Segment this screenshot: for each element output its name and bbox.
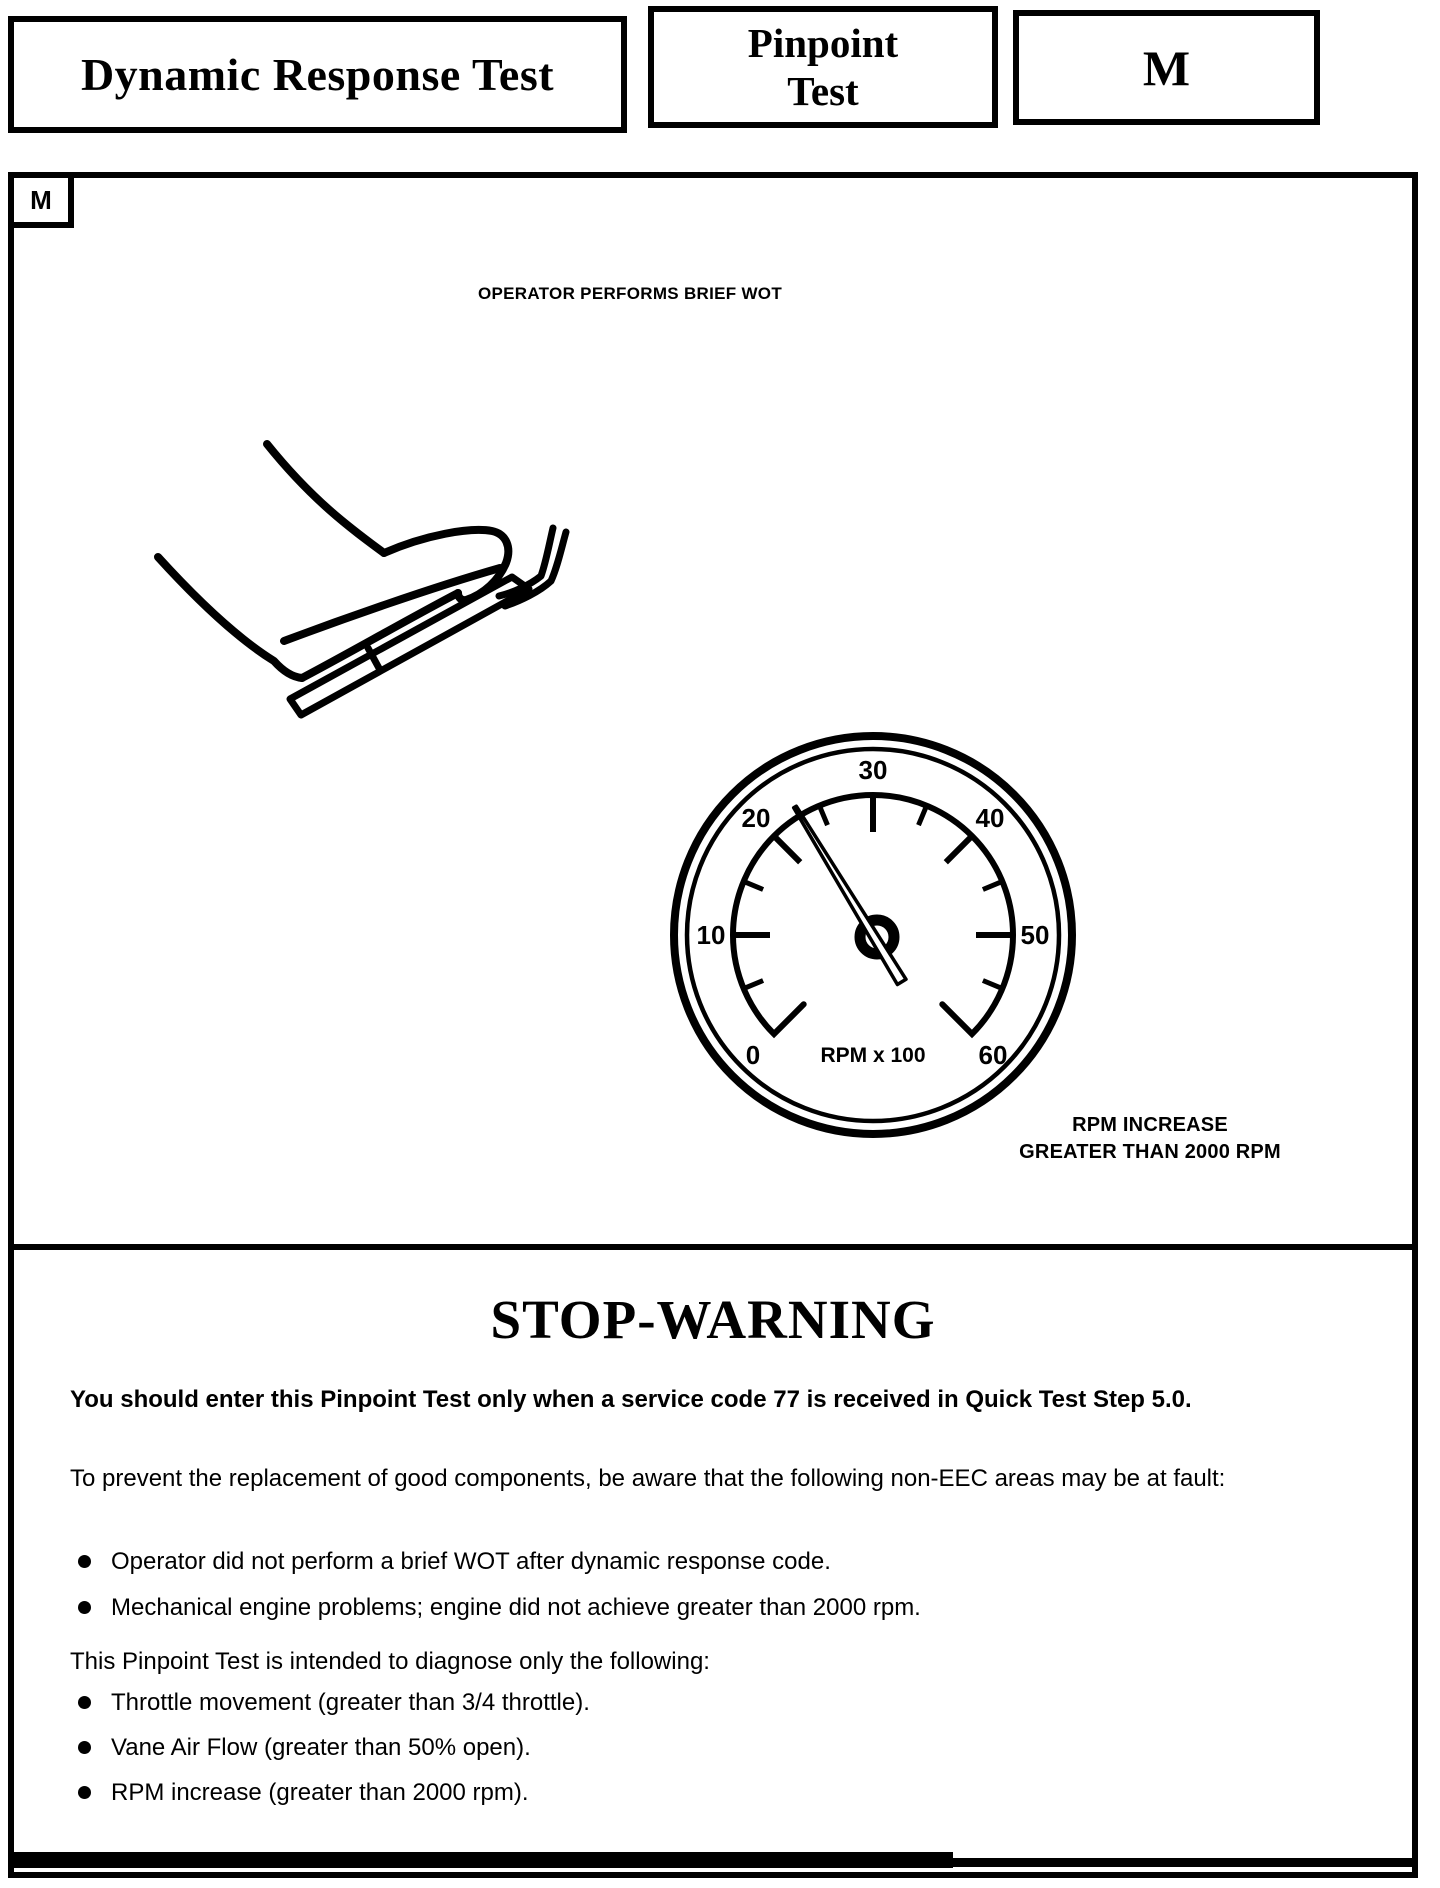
gauge-major-ticks (733, 795, 1013, 935)
list-item-text: Mechanical engine problems; engine did not achieve greater than 2000 rpm. (111, 1594, 921, 1621)
gauge-minor-ticks (744, 806, 1003, 989)
corner-tab-label: M (30, 184, 52, 215)
section-divider (8, 1244, 1418, 1250)
corner-tab (8, 172, 74, 228)
warning-title: STOP-WARNING (490, 1289, 936, 1350)
gauge-annotation-line2: GREATER THAN 2000 RPM (1019, 1141, 1281, 1163)
gauge-needle (794, 806, 906, 984)
gauge-annotation-line1: RPM INCREASE (1072, 1114, 1228, 1136)
bullet-icon (78, 1696, 91, 1709)
prevent-paragraph: To prevent the replacement of good components, be aware that the following non-EEC areas may be at fault: (70, 1465, 1226, 1492)
gauge-tick-label: 30 (858, 755, 888, 785)
figure-caption: OPERATOR PERFORMS BRIEF WOT (477, 284, 783, 303)
gauge-tick-label: 20 (741, 803, 771, 833)
pinpoint-title-line2: Test (787, 68, 859, 114)
list-item-text: Vane Air Flow (greater than 50% open). (111, 1734, 531, 1761)
diagnose-paragraph: This Pinpoint Test is intended to diagnose only the following: (70, 1648, 710, 1675)
list-item (78, 1778, 1318, 1808)
list-item (78, 1688, 1318, 1718)
illustration-shin-back (158, 557, 302, 678)
gauge-tick-label: 50 (1020, 920, 1050, 950)
test-letter: M (1142, 39, 1191, 96)
list-item-text: Throttle movement (greater than 3/4 throttle). (111, 1689, 590, 1716)
illustration-shin-front (267, 444, 384, 553)
list-item-text: Operator did not perform a brief WOT after dynamic response code. (111, 1548, 831, 1575)
gauge-unit-label: RPM x 100 (820, 1044, 926, 1067)
bullet-icon (78, 1741, 91, 1754)
page-bottom-bar-thin (945, 1858, 1418, 1867)
gauge-tick-label: 60 (978, 1040, 1008, 1070)
bullet-icon (78, 1601, 91, 1614)
dynamic-response-test-box (8, 16, 627, 133)
bullet-icon (78, 1555, 91, 1568)
pinpoint-test-box (648, 6, 998, 128)
test-letter-box (1013, 10, 1320, 125)
gauge-tick-label: 40 (975, 803, 1005, 833)
gauge-annotation (970, 1112, 1330, 1166)
bullet-icon (78, 1786, 91, 1799)
gauge-tick-label: 0 (745, 1040, 761, 1070)
list-item (78, 1547, 1318, 1577)
tachometer-gauge (655, 717, 1091, 1153)
page-title: Dynamic Response Test (80, 49, 555, 100)
list-item (78, 1733, 1318, 1763)
gauge-tick-label: 10 (696, 920, 726, 950)
foot-pedal-illustration (120, 340, 620, 730)
page-bottom-bar (8, 1852, 953, 1868)
pinpoint-title-line1: Pinpoint (747, 20, 899, 66)
list-item-text: RPM increase (greater than 2000 rpm). (111, 1779, 529, 1806)
warning-intro-paragraph: You should enter this Pinpoint Test only when a service code 77 is received in Quick Test Step 5.0. (70, 1386, 1192, 1413)
list-item (78, 1593, 1318, 1623)
